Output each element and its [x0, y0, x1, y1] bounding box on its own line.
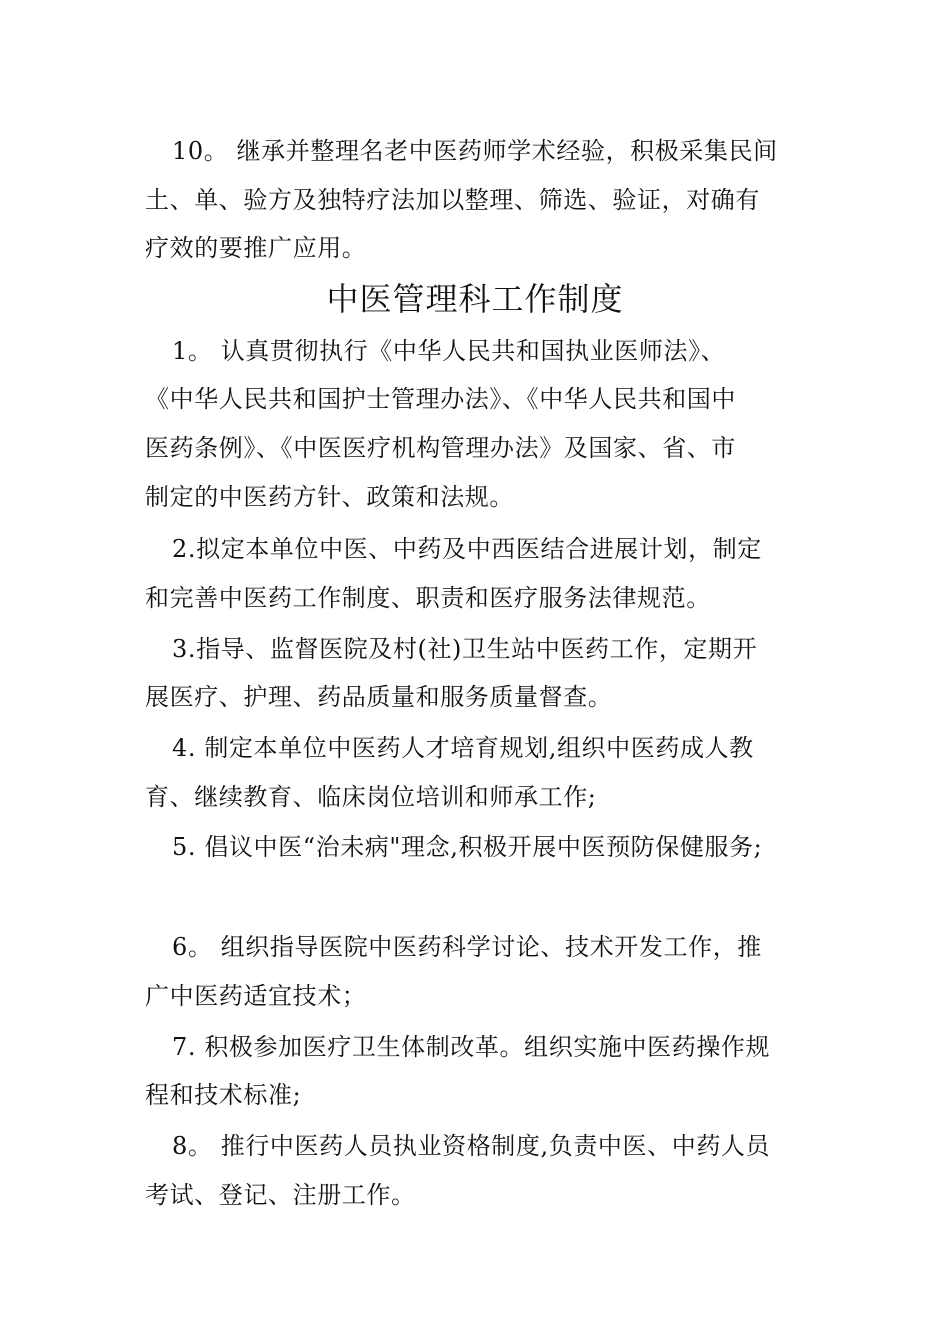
- item-1-line-1: 1。 认真贯彻执行《中华人民共和国执业医师法》、: [172, 337, 726, 365]
- item-7-line-2: 程和技术标准;: [145, 1081, 302, 1109]
- item-10-line-1: 10。 继承并整理名老中医药师学术经验，积极采集民间: [172, 137, 778, 165]
- item-8-line-2: 考试、登记、注册工作。: [145, 1181, 416, 1209]
- item-4-line-1: 4. 制定本单位中医药人才培育规划,组织中医药成人教: [172, 734, 754, 762]
- item-5-line-1: 5. 倡议中医“治未病"理念,积极开展中医预防保健服务;: [172, 833, 763, 861]
- item-4-line-2: 育、继续教育、临床岗位培训和师承工作;: [145, 783, 597, 811]
- item-8-line-1: 8。 推行中医药人员执业资格制度,负责中医、中药人员: [172, 1132, 771, 1160]
- item-1-line-4: 制定的中医药方针、政策和法规。: [145, 483, 514, 511]
- item-3-line-2: 展医疗、护理、药品质量和服务质量督查。: [145, 683, 613, 711]
- item-3-line-1: 3.指导、监督医院及村(社)卫生站中医药工作，定期开: [172, 635, 758, 663]
- item-10-line-2: 土、单、验方及独特疗法加以整理、筛选、验证，对确有: [145, 186, 760, 214]
- item-1-line-3: 医药条例》、《中医医疗机构管理办法》及国家、省、市: [145, 434, 736, 462]
- item-10-line-3: 疗效的要推广应用。: [145, 234, 367, 262]
- item-2-line-1: 2.拟定本单位中医、中药及中西医结合进展计划，制定: [172, 535, 762, 563]
- item-6-line-1: 6。 组织指导医院中医药科学讨论、技术开发工作，推: [172, 933, 762, 961]
- item-2-line-2: 和完善中医药工作制度、职责和医疗服务法律规范。: [145, 584, 711, 612]
- item-1-line-2: 《中华人民共和国护士管理办法》、《中华人民共和国中: [145, 385, 736, 413]
- section-title: 中医管理科工作制度: [326, 280, 624, 318]
- item-6-line-2: 广中医药适宜技术；: [145, 982, 367, 1010]
- item-7-line-1: 7. 积极参加医疗卫生体制改革。组织实施中医药操作规: [172, 1033, 771, 1061]
